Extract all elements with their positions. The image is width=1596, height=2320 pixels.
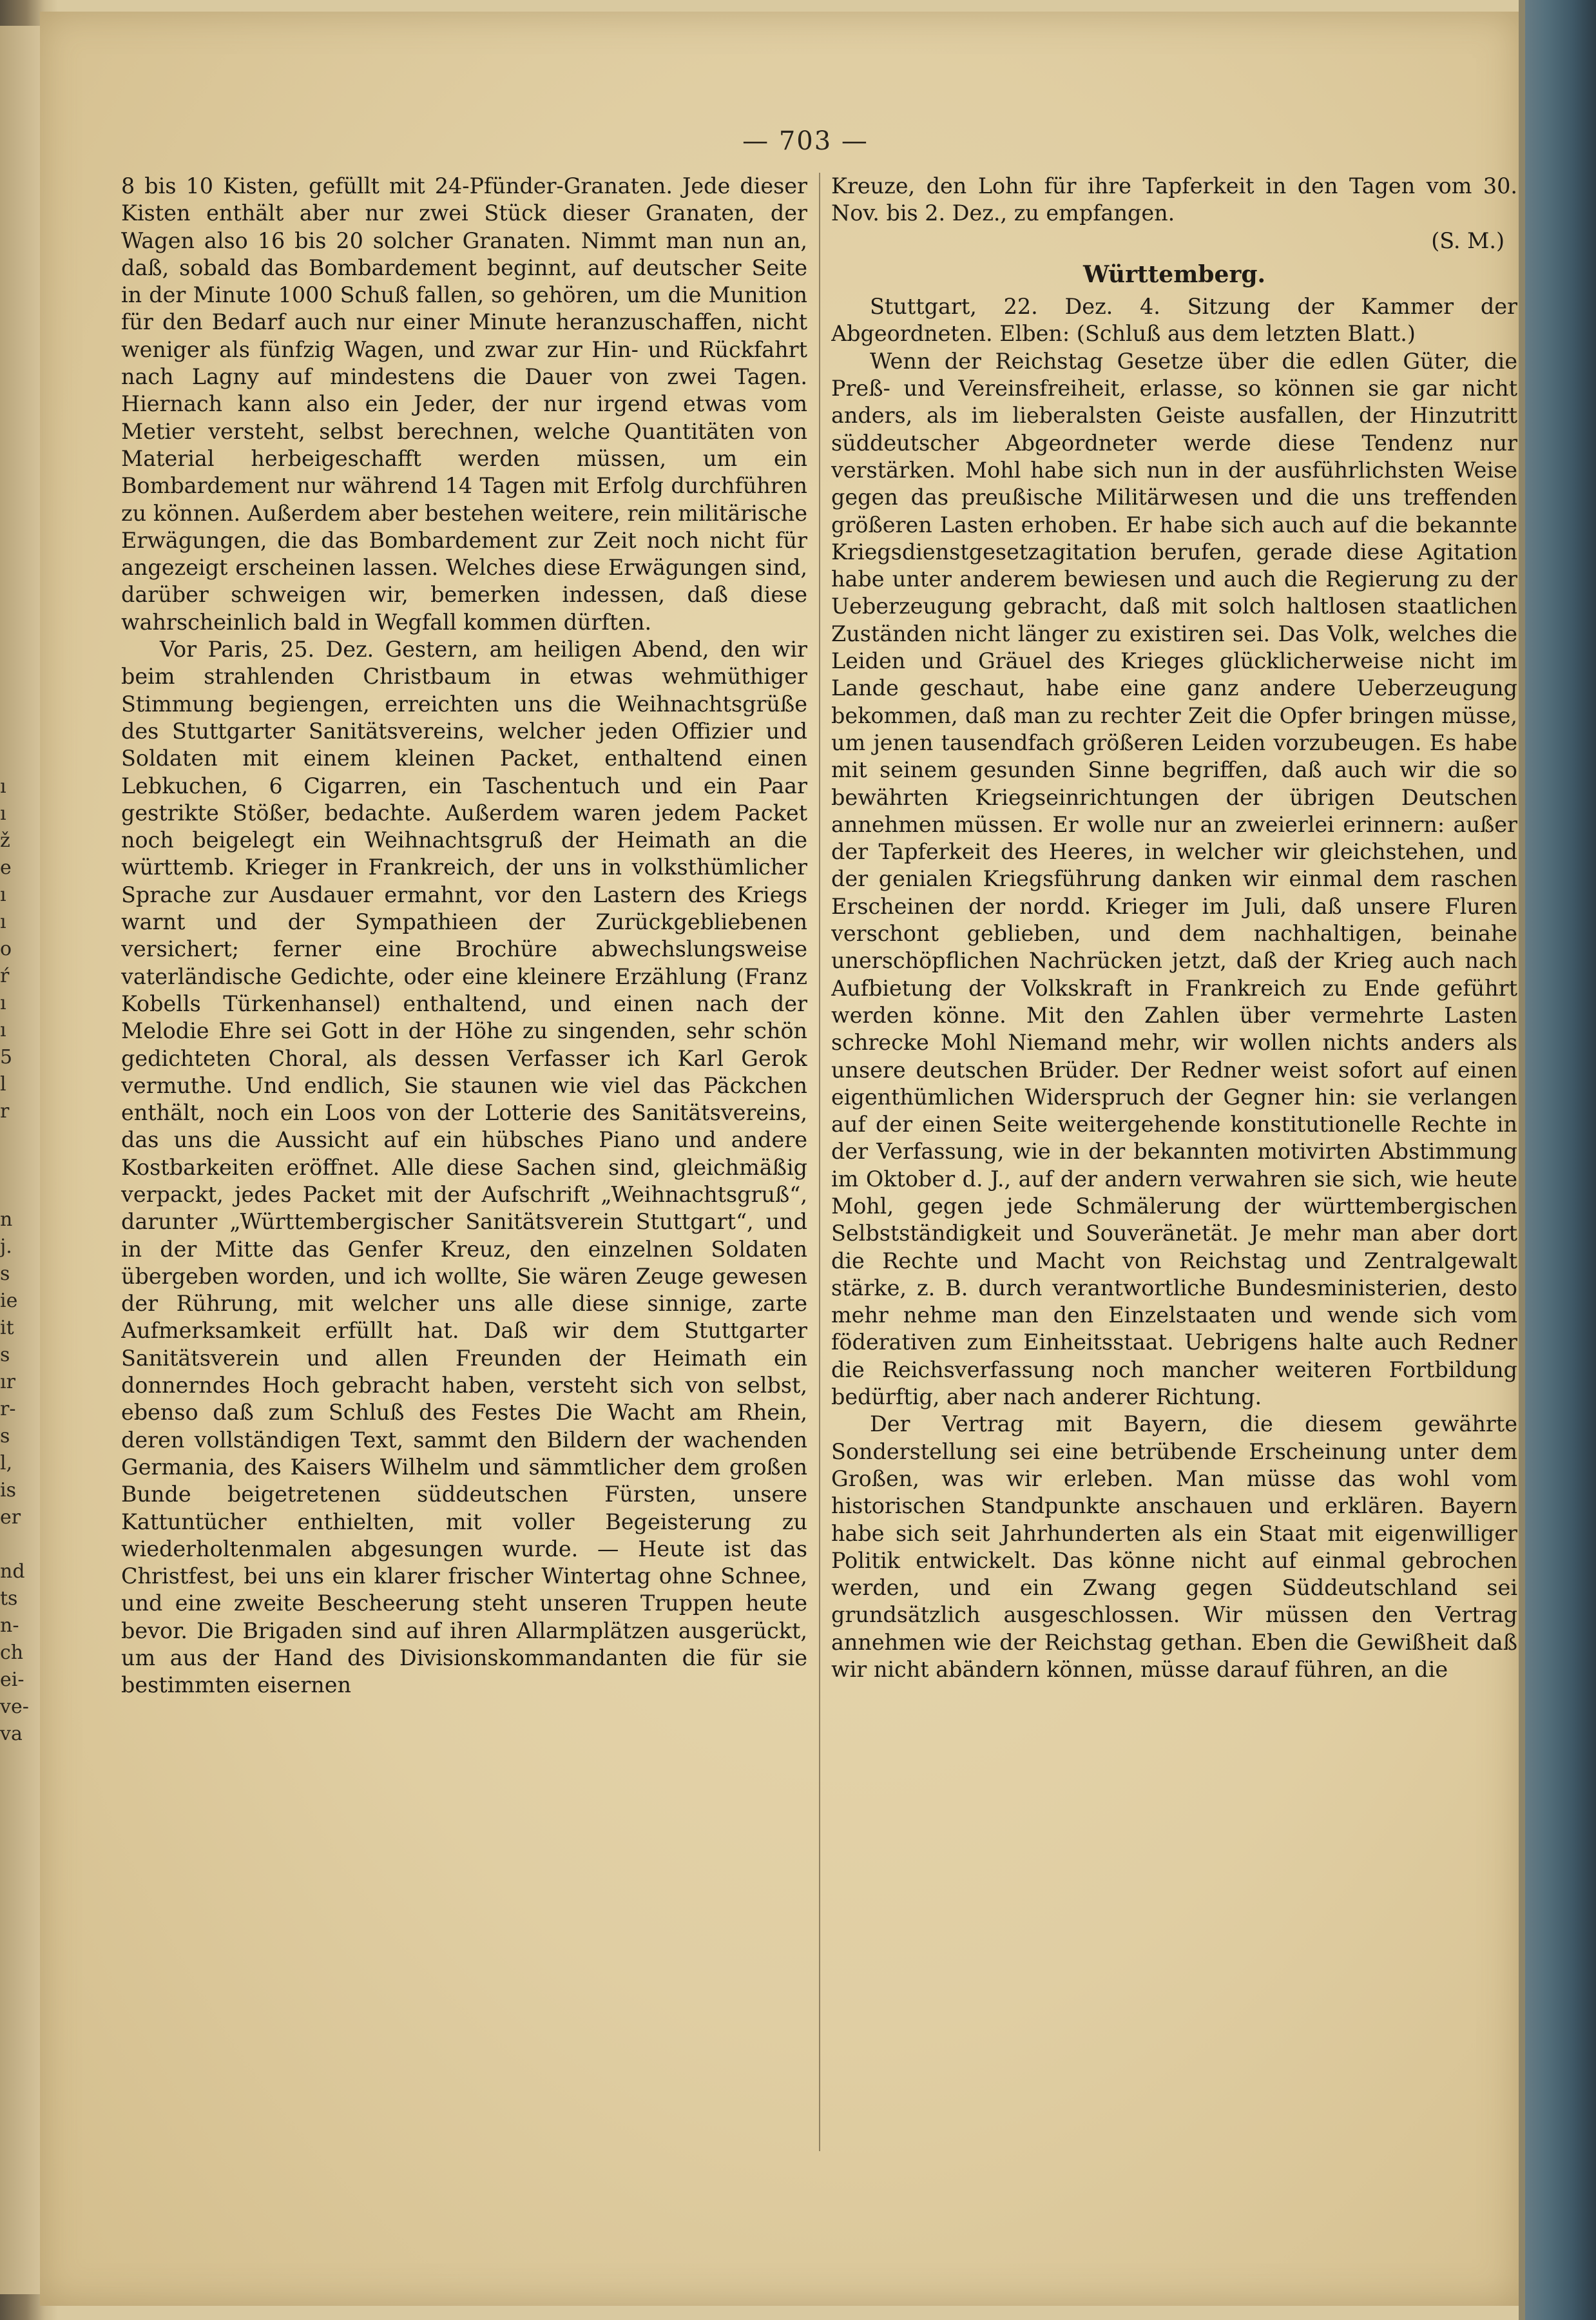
margin-fragment: 5 bbox=[0, 1046, 13, 1068]
margin-fragment: nd bbox=[0, 1560, 25, 1583]
margin-fragment: it bbox=[0, 1317, 14, 1339]
column-divider bbox=[819, 173, 820, 2151]
margin-fragment bbox=[0, 1152, 39, 1179]
margin-fragment: l, bbox=[0, 1452, 13, 1474]
book-binding bbox=[1519, 0, 1596, 2320]
margin-fragment bbox=[0, 1125, 39, 1152]
margin-fragment: s bbox=[0, 1344, 10, 1366]
margin-fragment bbox=[0, 1531, 39, 1558]
right-column bbox=[831, 173, 1517, 2132]
margin-fragment: ŕ bbox=[0, 965, 10, 987]
margin-fragment: ie bbox=[0, 1290, 18, 1312]
margin-fragment: n- bbox=[0, 1614, 19, 1637]
author-signature: (S. M.) bbox=[1431, 227, 1505, 253]
article-paragraph: Der Vertrag mit Bayern, die diesem gewährte Sonderstellung sei eine betrübende Erscheinung unter dem Großen, was wir erleben. Man müsse das wohl vom historischen Standpunkte anschauen und erklären. Bayern habe sich seit Jahrhunderten als ein Staat mit eigenwilliger Politik entwickelt. Das könne nicht auf einmal gebrochen werden, und ein Zwang gegen Süddeutschland sei grundsätzlich ausgeschlossen. Wir müssen den Vertrag annehmen wie der Reichstag gethan. Eben die Gewißheit daß wir nicht abändern können, müsse darauf führen, an die bbox=[831, 1411, 1517, 1683]
section-heading: Württemberg. bbox=[1082, 260, 1266, 288]
margin-fragment: ei- bbox=[0, 1668, 24, 1691]
margin-fragment: s bbox=[0, 1425, 10, 1447]
page-number: — 703 — bbox=[742, 126, 869, 156]
previous-page-text-fragments bbox=[0, 773, 39, 2062]
margin-fragment: ı bbox=[0, 884, 6, 906]
margin-fragment: is bbox=[0, 1479, 16, 1502]
margin-fragment: er bbox=[0, 1506, 21, 1529]
margin-fragment: ı bbox=[0, 775, 6, 798]
article-paragraph: Kreuze, den Lohn für ihre Tapferkeit in den Tagen vom 30. Nov. bis 2. Dez., zu empfangen. bbox=[831, 173, 1517, 226]
article-paragraph: 8 bis 10 Kisten, gefüllt mit 24-Pfünder-Granaten. Jede dieser Kisten enthält aber nur zwei Stück dieser Granaten, der Wagen also 16 bis 20 solcher Granaten. Nimmt man nun an, daß, sobald das Bombardement beginnt, auf deutscher Seite in der Minute 1000 Schuß fallen, so gehören, um die Munition für den Bedarf auch nur einer Minute heranzuschaffen, nicht weniger als fünfzig Wagen, und zwar zur Hin- und Rückfahrt nach Lagny auf mindestens die Dauer von zwei Tagen. Hiernach kann also ein Jeder, der nur irgend etwas vom Metier versteht, selbst berechnen, welche Quantitäten von Material herbeigeschafft werden müssen, um ein Bombardement nur während 14 Tagen mit Erfolg durchführen zu können. Außerdem aber bestehen weitere, rein militärische Erwägungen, die das Bombardement zur Zeit noch nicht für angezeigt erscheinen lassen. Welches diese Erwägungen sind, darüber schweigen wir, bemerken indessen, daß diese wahrscheinlich bald in Wegfall kommen dürften. bbox=[121, 173, 807, 635]
margin-fragment: ır bbox=[0, 1371, 15, 1393]
margin-fragment: ı bbox=[0, 802, 6, 825]
margin-fragment: r bbox=[0, 1100, 10, 1123]
margin-fragment: ch bbox=[0, 1641, 24, 1664]
margin-fragment: l bbox=[0, 1073, 6, 1096]
margin-fragment: va bbox=[0, 1723, 23, 1745]
margin-fragment: ı bbox=[0, 911, 6, 933]
margin-fragment: j. bbox=[0, 1235, 12, 1258]
margin-fragment: s bbox=[0, 1262, 10, 1285]
margin-fragment: ts bbox=[0, 1587, 18, 1610]
margin-fragment: ve- bbox=[0, 1696, 29, 1718]
left-column bbox=[121, 173, 807, 2132]
margin-fragment: ı bbox=[0, 992, 6, 1014]
article-paragraph: Vor Paris, 25. Dez. Gestern, am heiligen Abend, den wir beim strahlenden Christbaum in etwas wehmüthiger Stimmung begiengen, erreichten uns die Weihnachtsgrüße des Stuttgarter Sanitätsvereins, welcher jeden Offizier und Soldaten mit einem kleinen Packet, enthaltend einen Lebkuchen, 6 Cigarren, ein Taschentuch und ein Paar gestrikte Stößer, bedachte. Außerdem waren jedem Packet noch beigelegt ein Weihnachtsgruß der Heimath an die württemb. Krieger in Frankreich, der uns in volksthümlicher Sprache zur Ausdauer ermahnt, vor den Lastern des Kriegs warnt und der Sympathieen der Zurückgebliebenen versichert; ferner eine Brochüre abwechslungsweise vaterländische Gedichte, oder eine kleinere Erzählung (Franz Kobells Türkenhansel) enthaltend, und einen nach der Melodie Ehre sei Gott in der Höhe zu singenden, sehr schön gedichteten Choral, als dessen Verfasser ich Karl Gerok vermuthe. Und endlich, Sie staunen wie viel das Päckchen enthält, noch ein Loos von der Lotterie des Sanitätsvereins, das uns die Aussicht auf ein hübsches Piano und andere Kostbarkeiten eröffnet. Alle diese Sachen sind, gleichmäßig verpackt, jedes Packet mit der Aufschrift „Weihnachtsgruß“, darunter „Württembergischer Sanitätsverein Stuttgart“, und in der Mitte das Genfer Kreuz, den einzelnen Soldaten übergeben worden, und ich wollte, Sie wären Zeuge gewesen der Rührung, mit welcher uns alle diese sinnige, zarte Aufmerksamkeit erfüllt hat. Daß wir dem Stuttgarter Sanitätsverein und allen Freunden der Heimath ein donnerndes Hoch gebracht haben, versteht sich von selbst, ebenso daß zum Schluß des Festes Die Wacht am Rhein, deren vollständigen Text, sammt den Bildern der wachenden Germania, des Kaisers Wilhelm und sämmtlicher dem großen Bunde beigetretenen süddeutschen Fürsten, unsere Kattuntücher enthielten, mit voller Begeisterung zu wiederholtenmalen abgesungen wurde. — Heute ist das Christfest, bei uns ein klarer frischer Wintertag ohne Schnee, und eine zweite Bescheerung steht unseren Truppen heute bevor. Die Brigaden sind auf ihren Allarmplätzen ausgerückt, um aus der Hand des Divisionskommandanten die für sie bestimmten eisernen bbox=[121, 637, 807, 1698]
margin-fragment: ı bbox=[0, 1019, 6, 1041]
margin-fragment bbox=[0, 1179, 39, 1206]
margin-fragment: n bbox=[0, 1208, 13, 1231]
margin-fragment: ž bbox=[0, 829, 10, 852]
article-paragraph: Wenn der Reichstag Gesetze über die edlen Güter, die Preß- und Vereinsfreiheit, erlasse, so können sie gar nicht anders, als im lieberalsten Geiste ausfallen, der Hinzutritt süddeutscher Abgeordneter werde diese Tendenz nur verstärken. Mohl habe sich nun in der ausführlichsten Weise gegen das preußische Militärwesen und die uns treffenden größeren Lasten erhoben. Er habe sich auch auf die bekannte Kriegsdienstgesetzagitation berufen, gerade diese Agitation habe unter anderem bewiesen und auch die Regierung zu der Ueberzeugung gebracht, daß mit solch haltlosen staatlichen Zuständen nicht länger zu existiren sei. Das Volk, welches die Leiden und Gräuel des Krieges glücklicherweise nicht im Lande geschaut, habe eine ganz andere Ueberzeugung bekommen, daß man zu rechter Zeit die Opfer bringen müsse, um jenen tausendfach größeren Leiden vorzubeugen. Es habe mit seinem gesunden Sinne begriffen, daß auch wir die so bewährten Kriegseinrichtungen der übrigen Deutschen annehmen müssen. Er wolle nur an zweierlei erinnern: außer der Tapferkeit des Heeres, in welcher wir gleichstehen, und der genialen Kriegsführung danken wir einmal dem raschen Erscheinen der nordd. Krieger im Juli, daß unsere Fluren verschont geblieben, und dem nachhaltigen, beinahe unerschöpflichen Nachrücken jetzt, daß der Krieg auch nach Aufbietung der Volkskraft in Frankreich zu Ende geführt werden könne. Mit den Zahlen über vermehrte Lasten schrecke Mohl Niemand mehr, wir wollen nichts anders als unsere deutschen Brüder. Der Redner weist sofort auf einen eigenthümlichen Widerspruch der Gegner hin: sie verlangen auf der einen Seite weitergehende konstitutionelle Rechte in der Verfassung, wie in der bekannten motivirten Abstimmung im Oktober d. J., auf der andern verwahren sie sich, wie heute Mohl, gegen jede Schmälerung der württembergischen Selbstständigkeit und Souveränetät. Je mehr man aber dort die Rechte und Macht von Reichstag und Zentralgewalt stärke, z. B. durch verantwortliche Bundesministerien, desto mehr nehme man den Einzelstaaten und wende sich vom föderativen zum Einheitsstaat. Uebrigens halte auch Redner die Reichsverfassung noch mancher weiteren Fortbildung bedürftig, aber nach anderer Richtung. bbox=[831, 348, 1517, 1410]
margin-fragment: o bbox=[0, 938, 12, 960]
margin-fragment: r- bbox=[0, 1398, 16, 1420]
margin-fragment: e bbox=[0, 856, 12, 879]
article-paragraph: Stuttgart, 22. Dez. 4. Sitzung der Kammer der Abgeordneten. Elben: (Schluß aus dem letzten Blatt.) bbox=[831, 294, 1517, 347]
